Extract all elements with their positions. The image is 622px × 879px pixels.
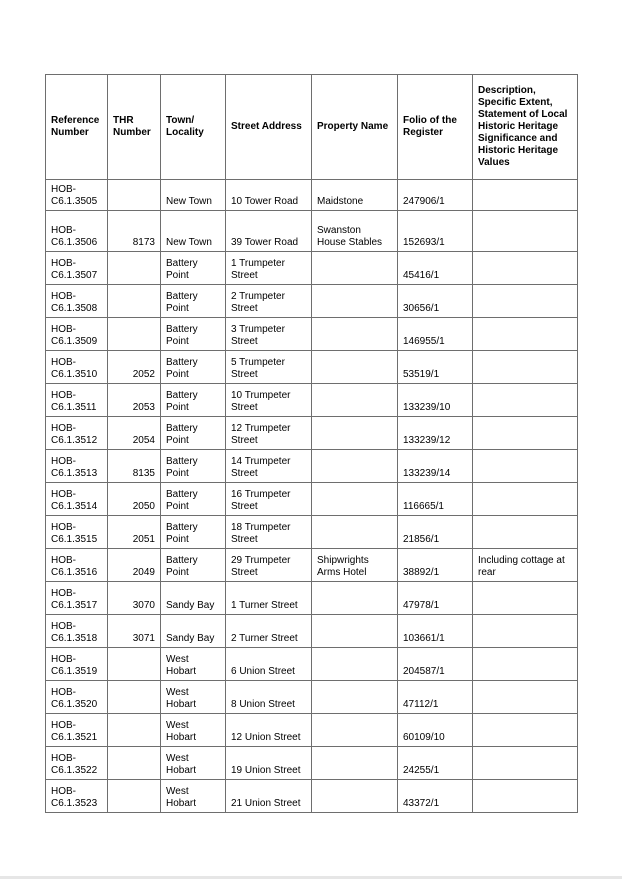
cell-description	[473, 417, 578, 450]
table-row	[46, 180, 578, 211]
cell-folio: 21856/1	[398, 516, 473, 549]
cell-folio: 38892/1	[398, 549, 473, 582]
cell-property-name	[312, 582, 398, 615]
cell-reference-number: HOB-C6.1.3513	[46, 450, 108, 483]
cell-reference-number: HOB-C6.1.3508	[46, 285, 108, 318]
cell-thr-number: 2050	[108, 483, 161, 516]
cell-thr-number: 2054	[108, 417, 161, 450]
cell-town-locality: West Hobart	[161, 648, 226, 681]
cell-street-address: 2 Trumpeter Street	[226, 285, 312, 318]
cell-street-address: 6 Union Street	[226, 648, 312, 681]
cell-reference-number: HOB-C6.1.3514	[46, 483, 108, 516]
cell-description	[473, 516, 578, 549]
table-row	[46, 285, 578, 318]
cell-thr-number	[108, 780, 161, 813]
cell-street-address: 10 Trumpeter Street	[226, 384, 312, 417]
cell-street-address: 18 Trumpeter Street	[226, 516, 312, 549]
cell-street-address: 2 Turner Street	[226, 615, 312, 648]
table-body	[46, 180, 578, 813]
cell-description	[473, 483, 578, 516]
cell-folio: 103661/1	[398, 615, 473, 648]
cell-folio: 43372/1	[398, 780, 473, 813]
cell-description	[473, 351, 578, 384]
cell-town-locality: West Hobart	[161, 681, 226, 714]
cell-town-locality: Battery Point	[161, 318, 226, 351]
cell-town-locality: West Hobart	[161, 747, 226, 780]
cell-description	[473, 714, 578, 747]
cell-town-locality: Battery Point	[161, 450, 226, 483]
table-row	[46, 549, 578, 582]
table-row	[46, 384, 578, 417]
header-thr-number: THR Number	[108, 75, 161, 180]
cell-thr-number	[108, 318, 161, 351]
table-row	[46, 516, 578, 549]
cell-description	[473, 384, 578, 417]
table-row	[46, 615, 578, 648]
cell-reference-number: HOB-C6.1.3516	[46, 549, 108, 582]
cell-street-address: 14 Trumpeter Street	[226, 450, 312, 483]
cell-street-address: 10 Tower Road	[226, 180, 312, 211]
cell-town-locality: Sandy Bay	[161, 582, 226, 615]
heritage-register-table	[45, 74, 578, 813]
cell-reference-number: HOB-C6.1.3505	[46, 180, 108, 211]
cell-property-name	[312, 450, 398, 483]
cell-folio: 133239/14	[398, 450, 473, 483]
cell-town-locality: Battery Point	[161, 549, 226, 582]
cell-street-address: 12 Trumpeter Street	[226, 417, 312, 450]
header-description: Description, Specific Extent, Statement of Local Historic Heritage Significance and Historic Heritage Values	[473, 75, 578, 180]
cell-description	[473, 318, 578, 351]
table-row	[46, 582, 578, 615]
cell-property-name	[312, 747, 398, 780]
cell-folio: 45416/1	[398, 252, 473, 285]
cell-folio: 30656/1	[398, 285, 473, 318]
cell-property-name	[312, 714, 398, 747]
cell-folio: 116665/1	[398, 483, 473, 516]
cell-property-name	[312, 417, 398, 450]
table-row	[46, 318, 578, 351]
table-row	[46, 417, 578, 450]
table-row	[46, 747, 578, 780]
cell-street-address: 12 Union Street	[226, 714, 312, 747]
cell-property-name	[312, 384, 398, 417]
cell-thr-number: 8173	[108, 211, 161, 252]
cell-reference-number: HOB-C6.1.3521	[46, 714, 108, 747]
cell-folio: 247906/1	[398, 180, 473, 211]
cell-folio: 60109/10	[398, 714, 473, 747]
cell-reference-number: HOB-C6.1.3522	[46, 747, 108, 780]
cell-town-locality: Battery Point	[161, 384, 226, 417]
cell-town-locality: West Hobart	[161, 714, 226, 747]
cell-description	[473, 648, 578, 681]
cell-folio: 146955/1	[398, 318, 473, 351]
cell-folio: 47112/1	[398, 681, 473, 714]
cell-town-locality: New Town	[161, 180, 226, 211]
table-row	[46, 714, 578, 747]
table-row	[46, 450, 578, 483]
cell-property-name	[312, 615, 398, 648]
cell-reference-number: HOB-C6.1.3509	[46, 318, 108, 351]
cell-reference-number: HOB-C6.1.3517	[46, 582, 108, 615]
cell-reference-number: HOB-C6.1.3506	[46, 211, 108, 252]
cell-town-locality: Sandy Bay	[161, 615, 226, 648]
cell-description	[473, 450, 578, 483]
header-folio: Folio of the Register	[398, 75, 473, 180]
cell-reference-number: HOB-C6.1.3512	[46, 417, 108, 450]
cell-town-locality: New Town	[161, 211, 226, 252]
table-row	[46, 211, 578, 252]
cell-folio: 47978/1	[398, 582, 473, 615]
cell-thr-number	[108, 180, 161, 211]
header-reference-number: Reference Number	[46, 75, 108, 180]
cell-description	[473, 615, 578, 648]
cell-town-locality: West Hobart	[161, 780, 226, 813]
table-row	[46, 648, 578, 681]
cell-property-name	[312, 516, 398, 549]
cell-description	[473, 211, 578, 252]
cell-description	[473, 747, 578, 780]
cell-reference-number: HOB-C6.1.3523	[46, 780, 108, 813]
cell-reference-number: HOB-C6.1.3520	[46, 681, 108, 714]
cell-thr-number: 3070	[108, 582, 161, 615]
cell-property-name	[312, 681, 398, 714]
cell-property-name	[312, 648, 398, 681]
cell-property-name: Maidstone	[312, 180, 398, 211]
cell-description	[473, 780, 578, 813]
cell-thr-number: 8135	[108, 450, 161, 483]
header-property-name: Property Name	[312, 75, 398, 180]
cell-street-address: 8 Union Street	[226, 681, 312, 714]
cell-reference-number: HOB-C6.1.3515	[46, 516, 108, 549]
table-row	[46, 252, 578, 285]
cell-street-address: 19 Union Street	[226, 747, 312, 780]
cell-property-name	[312, 252, 398, 285]
cell-reference-number: HOB-C6.1.3510	[46, 351, 108, 384]
cell-thr-number: 3071	[108, 615, 161, 648]
cell-street-address: 29 Trumpeter Street	[226, 549, 312, 582]
cell-property-name: Swanston House Stables	[312, 211, 398, 252]
cell-folio: 133239/12	[398, 417, 473, 450]
cell-thr-number	[108, 285, 161, 318]
cell-street-address: 1 Trumpeter Street	[226, 252, 312, 285]
cell-reference-number: HOB-C6.1.3519	[46, 648, 108, 681]
cell-thr-number	[108, 681, 161, 714]
table-row	[46, 351, 578, 384]
cell-description	[473, 681, 578, 714]
table-header-row	[46, 75, 578, 180]
cell-reference-number: HOB-C6.1.3507	[46, 252, 108, 285]
cell-thr-number: 2053	[108, 384, 161, 417]
cell-property-name	[312, 285, 398, 318]
cell-reference-number: HOB-C6.1.3518	[46, 615, 108, 648]
cell-property-name	[312, 351, 398, 384]
header-street-address: Street Address	[226, 75, 312, 180]
cell-reference-number: HOB-C6.1.3511	[46, 384, 108, 417]
cell-town-locality: Battery Point	[161, 516, 226, 549]
cell-town-locality: Battery Point	[161, 417, 226, 450]
cell-folio: 24255/1	[398, 747, 473, 780]
cell-thr-number	[108, 252, 161, 285]
cell-folio: 53519/1	[398, 351, 473, 384]
cell-description	[473, 582, 578, 615]
cell-property-name	[312, 780, 398, 813]
cell-street-address: 5 Trumpeter Street	[226, 351, 312, 384]
cell-property-name	[312, 483, 398, 516]
cell-street-address: 21 Union Street	[226, 780, 312, 813]
table-row	[46, 780, 578, 813]
cell-thr-number	[108, 747, 161, 780]
cell-description	[473, 180, 578, 211]
cell-description: Including cottage at rear	[473, 549, 578, 582]
cell-street-address: 1 Turner Street	[226, 582, 312, 615]
cell-folio: 152693/1	[398, 211, 473, 252]
cell-town-locality: Battery Point	[161, 483, 226, 516]
header-town-locality: Town/ Locality	[161, 75, 226, 180]
cell-town-locality: Battery Point	[161, 351, 226, 384]
cell-property-name: Shipwrights Arms Hotel	[312, 549, 398, 582]
cell-thr-number	[108, 714, 161, 747]
cell-thr-number: 2052	[108, 351, 161, 384]
cell-street-address: 16 Trumpeter Street	[226, 483, 312, 516]
cell-town-locality: Battery Point	[161, 252, 226, 285]
cell-street-address: 3 Trumpeter Street	[226, 318, 312, 351]
cell-thr-number: 2049	[108, 549, 161, 582]
table-row	[46, 681, 578, 714]
cell-thr-number	[108, 648, 161, 681]
cell-folio: 204587/1	[398, 648, 473, 681]
cell-description	[473, 252, 578, 285]
cell-street-address: 39 Tower Road	[226, 211, 312, 252]
cell-folio: 133239/10	[398, 384, 473, 417]
cell-description	[473, 285, 578, 318]
cell-town-locality: Battery Point	[161, 285, 226, 318]
table-row	[46, 483, 578, 516]
cell-thr-number: 2051	[108, 516, 161, 549]
cell-property-name	[312, 318, 398, 351]
